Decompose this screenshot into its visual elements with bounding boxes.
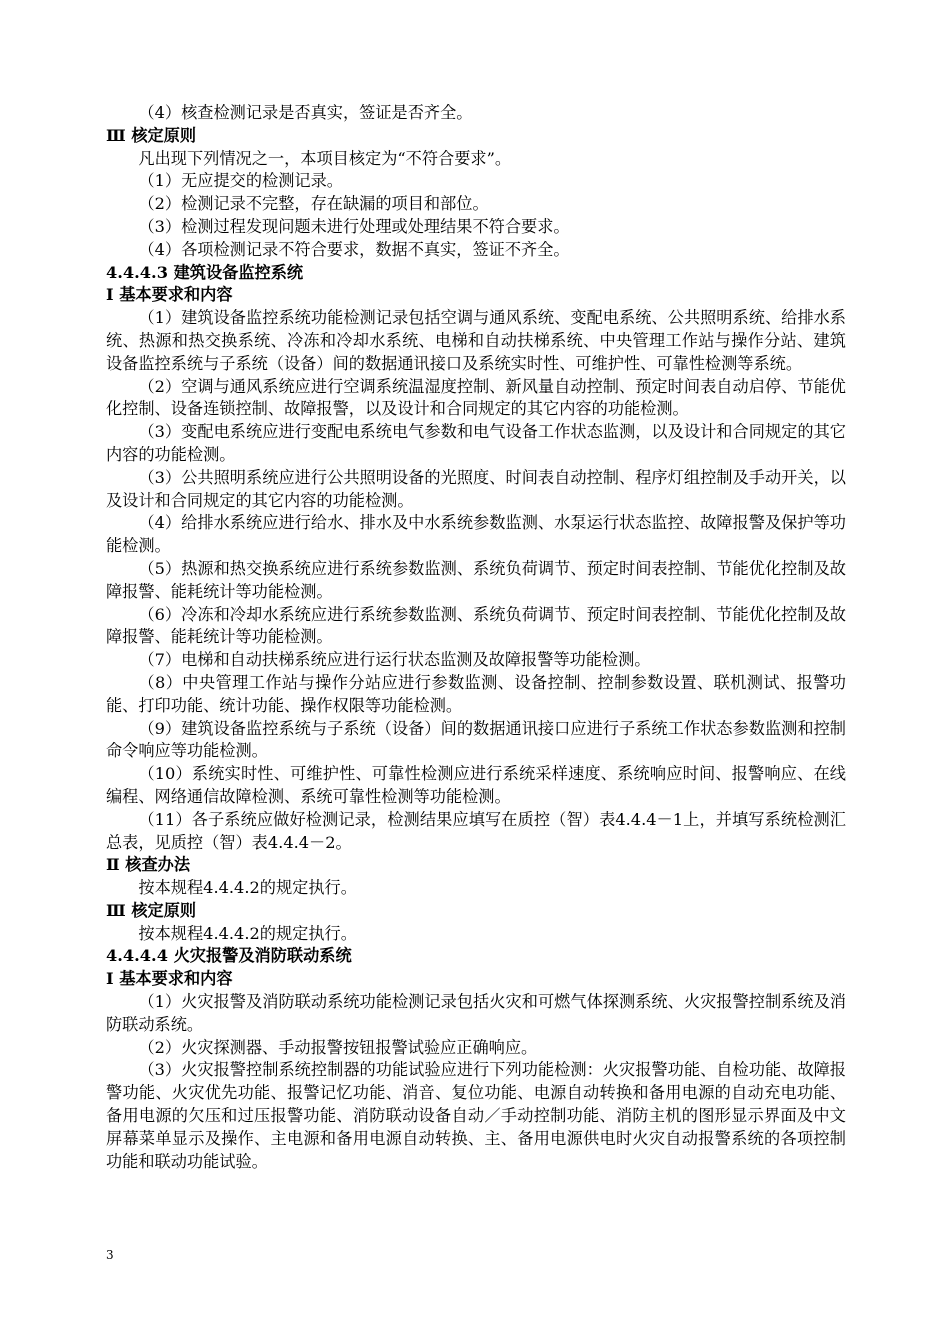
section-heading-4-4-4-4: 4.4.4.4 火灾报警及消防联动系统 bbox=[106, 946, 352, 966]
paragraph: （9）建筑设备监控系统与子系统（设备）间的数据通讯接口应进行子系统工作状态参数监测和控制命令响应等功能检测。 bbox=[106, 718, 846, 761]
paragraph: （7）电梯和自动扶梯系统应进行运行状态监测及故障报警等功能检测。 bbox=[138, 650, 651, 670]
paragraph: （3）检测过程发现问题未进行处理或处理结果不符合要求。 bbox=[138, 216, 570, 236]
paragraph: （11）各子系统应做好检测记录，检测结果应填写在质控（智）表4.4.4－1上，并填写系统检测汇总表，见质控（智）表4.4.4－2。 bbox=[106, 809, 846, 852]
paragraph: （3）火灾报警控制系统控制器的功能试验应进行下列功能检测：火灾报警功能、自检功能、故障报警功能、火灾优先功能、报警记忆功能、消音、复位功能、电源自动转换和备用电源的自动充电功能、备用电源的欠压和过压报警功能、消防联动设备自动／手动控制功能、消防主机的图形显示界面及中文屏幕菜单显示及操作、主电源和备用电源自动转换、主、备用电源供电时火灾自动报警系统的各项控制功能和联动功能试验。 bbox=[106, 1060, 846, 1171]
heading-verification-principle: Ⅲ 核定原则 bbox=[106, 900, 197, 920]
heading-basic-requirements: Ⅰ 基本要求和内容 bbox=[106, 285, 233, 305]
paragraph: 按本规程4.4.4.2的规定执行。 bbox=[138, 878, 357, 898]
paragraph: （4）给排水系统应进行给水、排水及中水系统参数监测、水泵运行状态监控、故障报警及保护等功能检测。 bbox=[106, 513, 846, 556]
paragraph: （2）火灾探测器、手动报警按钮报警试验应正确响应。 bbox=[138, 1037, 538, 1057]
paragraph: （1）建筑设备监控系统功能检测记录包括空调与通风系统、变配电系统、公共照明系统、给排水系统、热源和热交换系统、冷冻和冷却水系统、电梯和自动扶梯系统、中央管理工作站与操作分站、建筑设备监控系统与子系统（设备）间的数据通讯接口及系统实时性、可维护性、可靠性检测等系统。 bbox=[106, 308, 846, 373]
heading-verification-principle: Ⅲ 核定原则 bbox=[106, 125, 197, 145]
paragraph: （2）检测记录不完整，存在缺漏的项目和部位。 bbox=[138, 194, 489, 214]
paragraph: 按本规程4.4.4.2的规定执行。 bbox=[138, 923, 357, 943]
document-body bbox=[106, 102, 846, 1173]
page-number: 3 bbox=[106, 1248, 114, 1262]
paragraph: （3）变配电系统应进行变配电系统电气参数和电气设备工作状态监测，以及设计和合同规定的其它内容的功能检测。 bbox=[106, 422, 846, 464]
heading-basic-requirements: Ⅰ 基本要求和内容 bbox=[106, 969, 233, 989]
paragraph: 凡出现下列情况之一，本项目核定为“不符合要求”。 bbox=[138, 148, 512, 168]
paragraph: （6）冷冻和冷却水系统应进行系统参数监测、系统负荷调节、预定时间表控制、节能优化控制及故障报警、能耗统计等功能检测。 bbox=[106, 604, 846, 647]
paragraph: （2）空调与通风系统应进行空调系统温湿度控制、新风量自动控制、预定时间表自动启停、节能优化控制、设备连锁控制、故障报警，以及设计和合同规定的其它内容的功能检测。 bbox=[106, 376, 846, 419]
paragraph: （5）热源和热交换系统应进行系统参数监测、系统负荷调节、预定时间表控制、节能优化控制及故障报警、能耗统计等功能检测。 bbox=[106, 558, 846, 601]
heading-check-method: Ⅱ 核查办法 bbox=[106, 855, 191, 875]
paragraph: （10）系统实时性、可维护性、可靠性检测应进行系统采样速度、系统响应时间、报警响应、在线编程、网络通信故障检测、系统可靠性检测等功能检测。 bbox=[106, 764, 846, 806]
paragraph: （4）各项检测记录不符合要求，数据不真实，签证不齐全。 bbox=[138, 239, 570, 259]
paragraph: （8）中央管理工作站与操作分站应进行参数监测、设备控制、控制参数设置、联机测试、报警功能、打印功能、统计功能、操作权限等功能检测。 bbox=[106, 672, 846, 715]
paragraph: （3）公共照明系统应进行公共照明设备的光照度、时间表自动控制、程序灯组控制及手动开关，以及设计和合同规定的其它内容的功能检测。 bbox=[106, 467, 846, 510]
paragraph: （1）无应提交的检测记录。 bbox=[138, 171, 343, 191]
check-item-4: （4）核查检测记录是否真实，签证是否齐全。 bbox=[138, 103, 473, 122]
paragraph: （1）火灾报警及消防联动系统功能检测记录包括火灾和可燃气体探测系统、火灾报警控制系统及消防联动系统。 bbox=[106, 992, 846, 1034]
section-heading-4-4-4-3: 4.4.4.3 建筑设备监控系统 bbox=[106, 262, 304, 282]
